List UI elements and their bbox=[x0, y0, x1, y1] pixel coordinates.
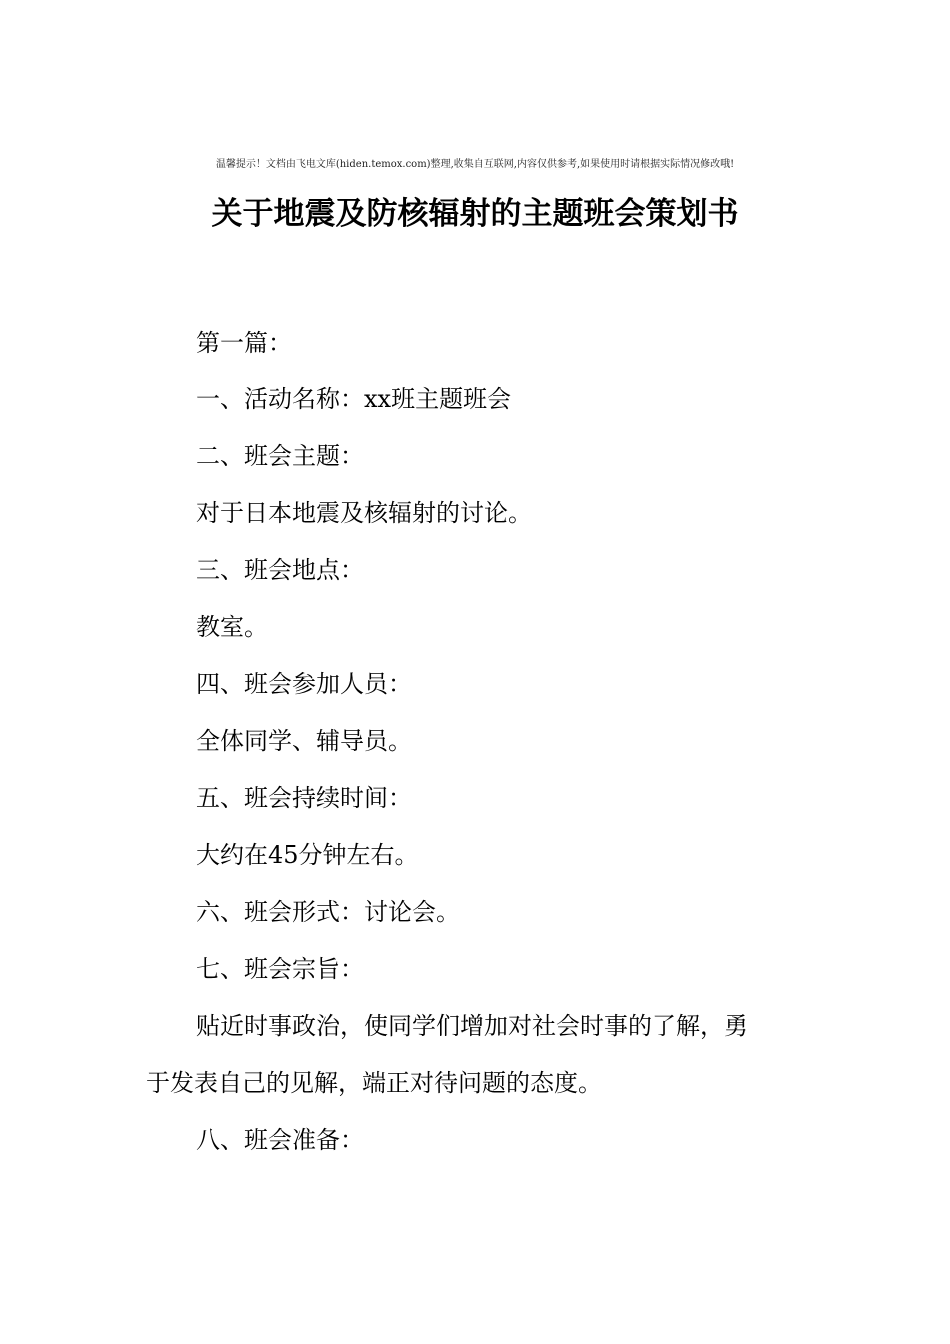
item-participants-heading: 四、班会参加人员： bbox=[196, 670, 412, 698]
item-purpose-heading: 七、班会宗旨： bbox=[196, 955, 364, 983]
item-duration-heading: 五、班会持续时间： bbox=[196, 784, 412, 812]
item-purpose-text-line-1: 贴近时事政治，使同学们增加对社会时事的了解，勇 bbox=[196, 1012, 748, 1040]
item-duration-text: 大约在45分钟左右。 bbox=[196, 841, 419, 869]
item-participants-text: 全体同学、辅导员。 bbox=[196, 727, 412, 755]
item-theme-text: 对于日本地震及核辐射的讨论。 bbox=[196, 499, 532, 527]
item-preparation-heading: 八、班会准备： bbox=[196, 1126, 364, 1154]
item-activity-name: 一、活动名称：xx班主题班会 bbox=[196, 385, 512, 413]
item-theme-heading: 二、班会主题： bbox=[196, 442, 364, 470]
item-purpose-text-line-2: 于发表自己的见解，端正对待问题的态度。 bbox=[146, 1069, 602, 1097]
section-heading-part-one: 第一篇： bbox=[196, 329, 292, 357]
item-format: 六、班会形式：讨论会。 bbox=[196, 898, 460, 926]
header-note: 温馨提示！文档由飞电文库(hiden.temox.com)整理,收集自互联网,内容仅供参考,如果使用时请根据实际情况修改哦! bbox=[215, 159, 735, 170]
item-location-heading: 三、班会地点： bbox=[196, 556, 364, 584]
item-location-text: 教室。 bbox=[196, 613, 268, 641]
document-title: 关于地震及防核辐射的主题班会策划书 bbox=[211, 196, 739, 232]
